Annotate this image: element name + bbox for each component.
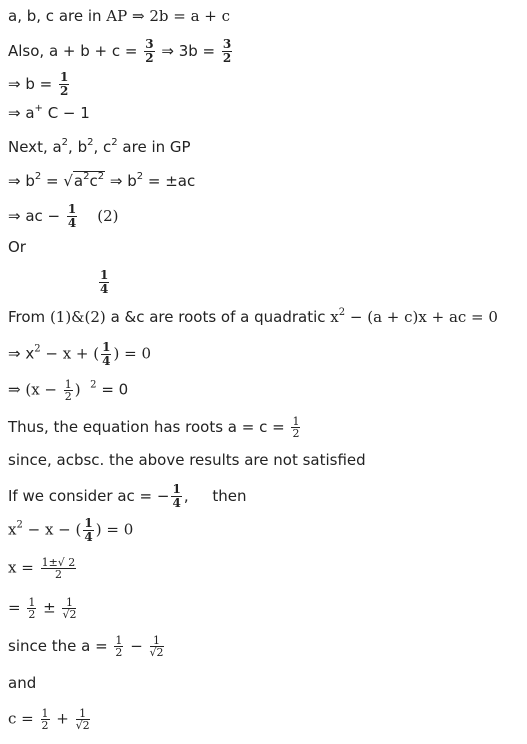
equation-tag: (2) [97, 207, 119, 225]
line-text: Next, a [8, 138, 62, 156]
numerator: 3 [222, 37, 232, 51]
line-b-value [8, 71, 71, 98]
line-a-plus-c [8, 103, 90, 123]
line-and [8, 673, 36, 693]
fraction [67, 203, 77, 230]
denominator: 2 [222, 51, 232, 65]
line-gp-condition [8, 137, 191, 157]
numerator: 1 [67, 202, 77, 216]
numerator: 1±√ 2 [41, 556, 76, 569]
line-x-split [8, 597, 78, 620]
line-text: c = [8, 709, 39, 728]
line-text: a &c are roots of a quadratic [105, 308, 331, 326]
line-not-satisfied [8, 450, 366, 470]
line-text: Or [8, 238, 26, 256]
superscript: 2 [87, 137, 94, 148]
line-lone-fraction [97, 269, 111, 296]
denominator: 4 [172, 496, 181, 510]
denominator: 2 [28, 608, 36, 621]
line-text: = [8, 598, 26, 617]
fraction [171, 483, 181, 510]
numerator: 1 [41, 707, 49, 720]
superscript: + [34, 103, 43, 114]
numerator: 1 [76, 708, 90, 720]
line-roots [8, 416, 302, 439]
numerator: 1 [150, 635, 164, 647]
denominator: 2 [145, 51, 154, 65]
numerator: 1 [84, 516, 93, 530]
line-text: Thus, the equation has roots a = c = [8, 418, 290, 436]
denominator: √2 [62, 608, 77, 621]
variable: x [8, 520, 17, 539]
line-text: − x + ( [40, 344, 100, 363]
line-text: since the a = [8, 637, 113, 655]
fraction [76, 708, 90, 731]
numerator: 1 [28, 596, 36, 609]
fraction [27, 597, 36, 620]
line-text: ⇒ b [105, 172, 137, 190]
line-quadratic-substituted [8, 341, 151, 368]
quadratic-expression: − (a + c)x + ac = 0 [345, 308, 498, 326]
line-c-value [8, 708, 92, 731]
fraction [291, 416, 300, 439]
fraction [83, 517, 93, 544]
line-text: are in GP [117, 138, 191, 156]
line-ap-condition [8, 6, 230, 26]
line-text: ⇒ a [8, 104, 35, 122]
denominator: 2 [292, 427, 300, 440]
denominator: 2 [54, 568, 62, 581]
line-text: since, acbsc. the above results are not satisfied [8, 451, 366, 469]
line-ac-value [8, 203, 119, 230]
numerator: 1 [100, 268, 109, 282]
denominator: 4 [84, 530, 93, 544]
fraction [64, 379, 73, 402]
numerator: 1 [172, 482, 181, 496]
line-text: and [8, 674, 37, 692]
line-text: ⇒ x [8, 344, 35, 363]
line-quadratic [8, 307, 498, 327]
superscript: 2 [111, 137, 118, 148]
superscript: 2 [61, 137, 69, 148]
line-text: = ±ac [143, 172, 196, 190]
superscript: 2 [136, 171, 144, 182]
square-root [73, 171, 105, 191]
variables-text: a, b, c [8, 7, 55, 25]
fraction [99, 269, 109, 296]
numerator: 1 [64, 378, 72, 391]
line-text: , then [183, 487, 247, 505]
numerator: 3 [145, 37, 154, 51]
fraction [62, 597, 76, 620]
fraction [41, 708, 50, 731]
numerator: 1 [59, 70, 69, 84]
denominator: √2 [149, 646, 164, 659]
line-b-squared [8, 171, 195, 191]
superscript: 2 [90, 379, 97, 391]
denominator: 2 [64, 390, 72, 403]
ap-equation: AP ⇒ 2b = a + c [106, 7, 231, 25]
denominator: 4 [102, 354, 111, 368]
numerator: 1 [102, 340, 111, 354]
line-text: = √ [41, 172, 73, 190]
line-perfect-square [8, 379, 128, 402]
numerator: 1 [292, 415, 300, 428]
line-text: If we consider ac = − [8, 487, 170, 505]
line-text: ⇒ ac − [8, 207, 65, 225]
numerator: 1 [115, 634, 123, 647]
fraction [41, 557, 77, 580]
superscript: 2 [16, 519, 23, 531]
line-text: + [51, 709, 74, 728]
fraction [150, 635, 164, 658]
superscript: 2 [83, 171, 90, 182]
line-text: ± [38, 598, 61, 617]
denominator: 2 [41, 719, 49, 732]
line-text: − x − ( [22, 520, 82, 539]
radicand: a [73, 172, 84, 190]
line-text: = 0 [96, 380, 129, 399]
fraction [144, 38, 154, 65]
fraction [114, 635, 123, 658]
superscript: 2 [34, 171, 42, 182]
line-text: are in [54, 7, 107, 25]
line-text: ⇒ b = [8, 75, 57, 93]
superscript: 2 [34, 343, 41, 355]
fraction [59, 71, 69, 98]
line-text: ⇒ 3b = [156, 42, 220, 60]
line-x-formula [8, 557, 78, 580]
line-a-value [8, 635, 166, 658]
line-text: , b [68, 138, 88, 156]
line-or [8, 237, 26, 257]
denominator: 4 [67, 216, 77, 230]
line-sum-condition [8, 38, 234, 65]
fraction [101, 341, 111, 368]
line-text: , c [93, 138, 112, 156]
line-consider [8, 483, 247, 510]
radicand: c [89, 172, 98, 190]
denominator: √2 [75, 719, 90, 732]
line-text: C − 1 [42, 104, 90, 122]
line-text: ) = 0 [113, 344, 151, 363]
superscript: 2 [97, 171, 105, 182]
superscript: 2 [338, 307, 346, 318]
variable: x [330, 308, 339, 326]
line-second-quadratic [8, 517, 133, 544]
equation-ref: (1)&(2) [49, 308, 106, 326]
denominator: 4 [100, 282, 109, 296]
numerator: 1 [62, 597, 76, 609]
line-text: Also, a + b + c = [8, 42, 143, 60]
line-text: ) = 0 [95, 520, 134, 539]
line-text: x = [8, 558, 39, 577]
denominator: 2 [59, 84, 69, 98]
line-text: − [125, 637, 148, 655]
line-text: ⇒ b [8, 172, 35, 190]
denominator: 2 [115, 646, 123, 659]
line-text: From [8, 308, 50, 326]
line-text: ) [74, 380, 81, 399]
fraction [222, 38, 232, 65]
line-text: ⇒ (x − [8, 380, 62, 399]
